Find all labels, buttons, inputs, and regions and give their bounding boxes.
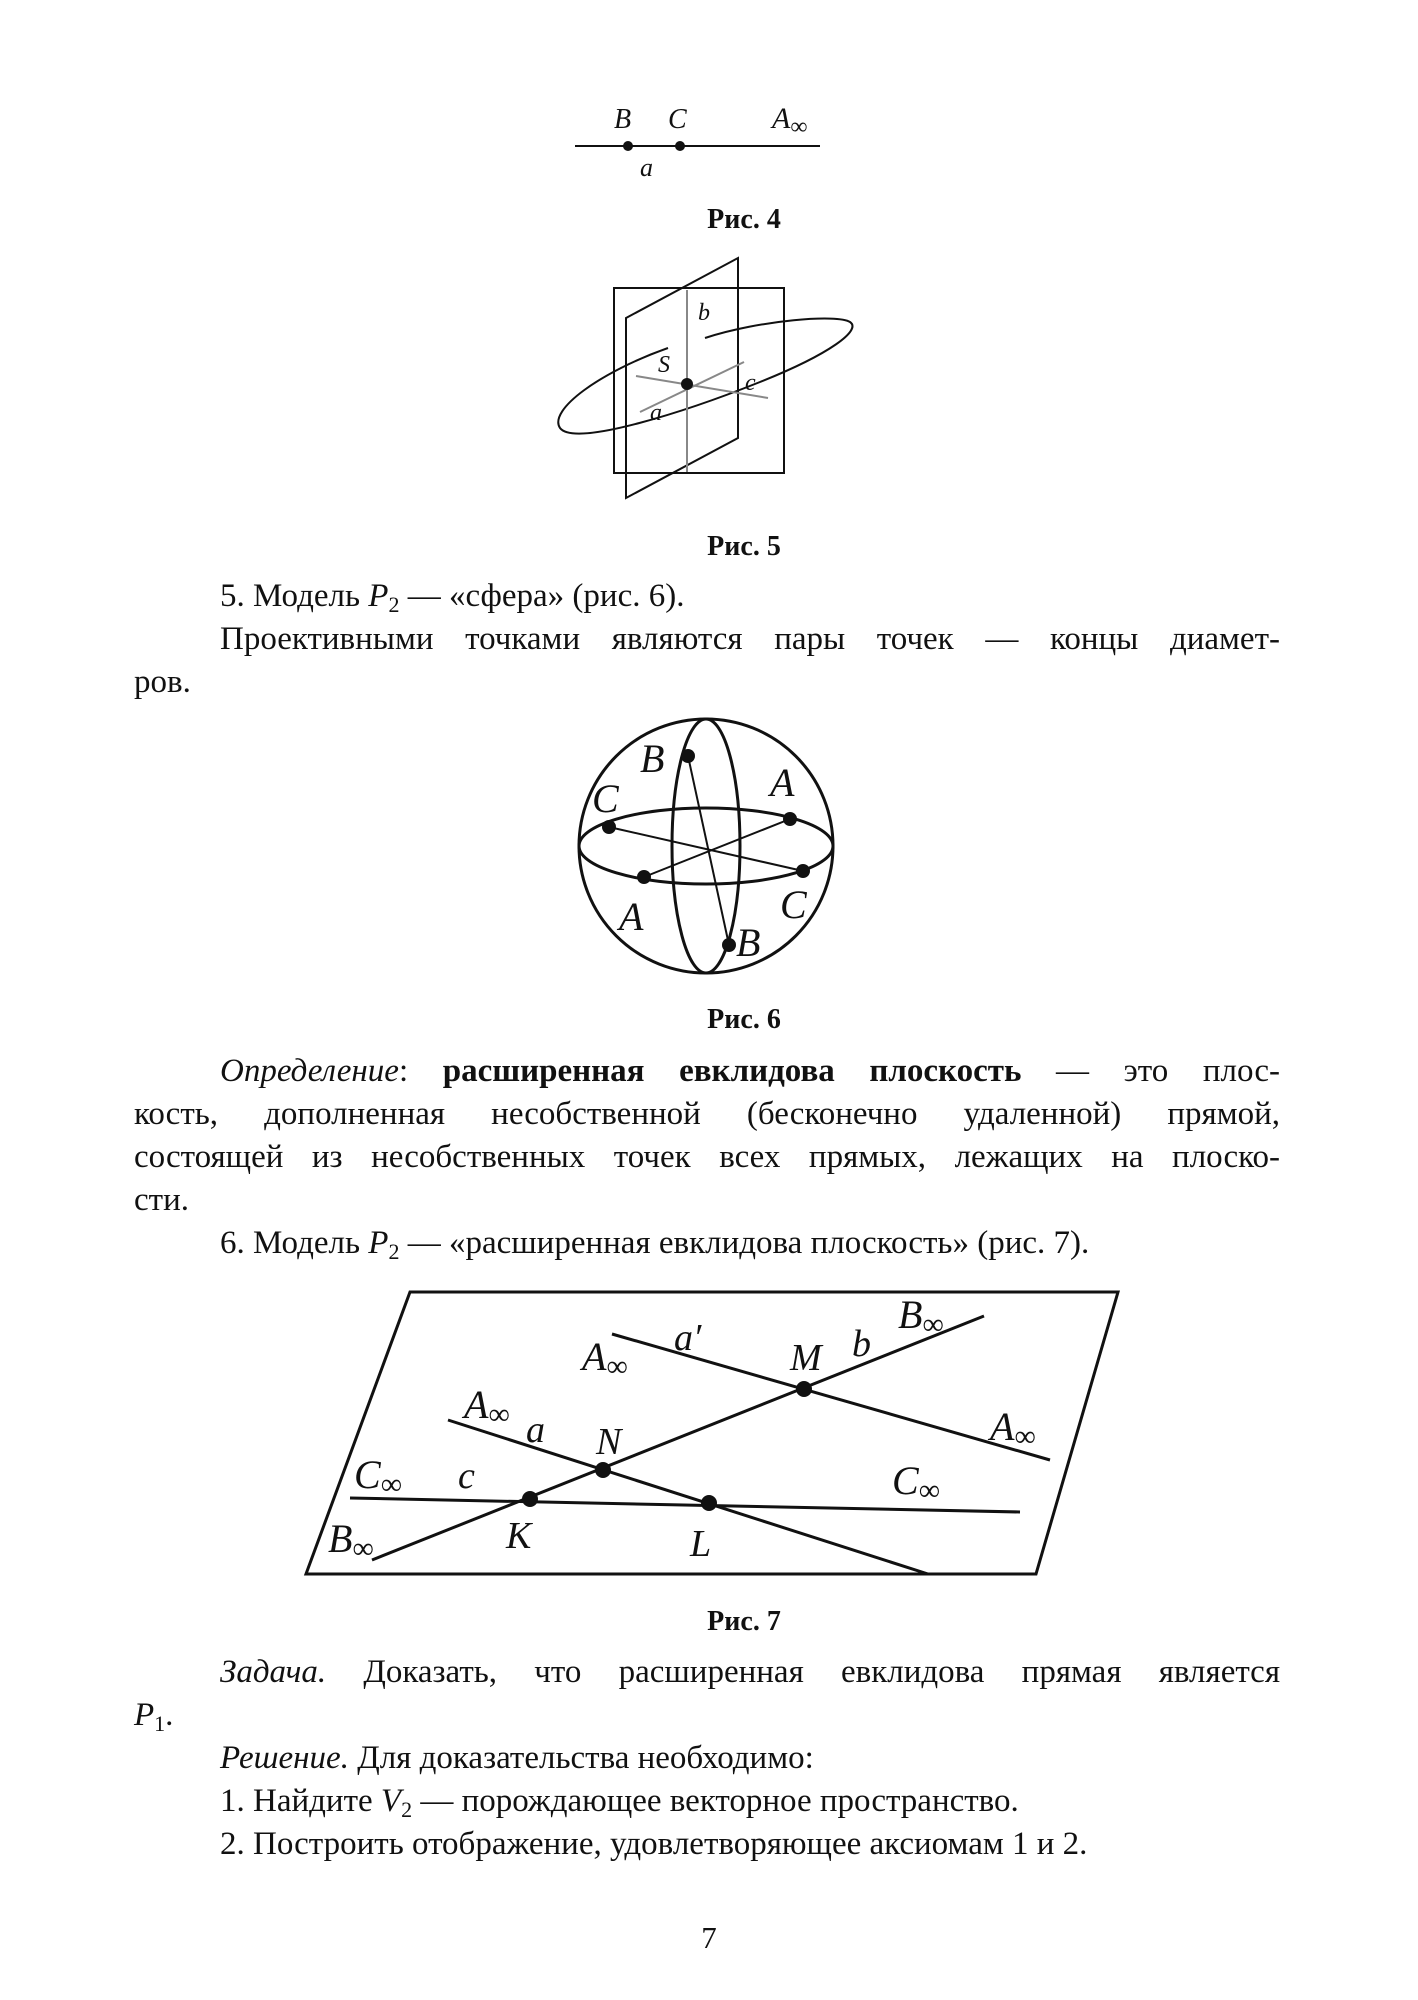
label-C-right: C	[780, 882, 807, 927]
label-a-fig5: a	[650, 400, 662, 426]
task-line1: Задача. Доказать, что расширенная евклидова прямая является	[220, 1654, 1280, 1690]
page-number: 7	[701, 1920, 717, 1955]
label-M: M	[790, 1337, 822, 1379]
figure-4-caption: Рис. 4	[707, 204, 781, 235]
label-A-inf-left: A∞	[464, 1382, 510, 1431]
label-L: L	[690, 1523, 712, 1565]
definition-line2: кость, дополненная несобственной (бесконечно удаленной) прямой,	[134, 1096, 1280, 1132]
label-N: N	[596, 1421, 622, 1463]
label-B-inf-top: B∞	[898, 1292, 944, 1341]
label-c-fig5: c	[745, 370, 756, 396]
definition-line4: сти.	[134, 1182, 189, 1218]
label-c-fig7: c	[458, 1455, 475, 1497]
label-K: K	[506, 1515, 532, 1557]
label-B: B	[614, 104, 632, 135]
label-C-inf-left: C∞	[354, 1452, 403, 1501]
label-C-inf-right: C∞	[892, 1458, 941, 1507]
figure-6-caption: Рис. 6	[707, 1004, 781, 1035]
figure-5-caption: Рис. 5	[707, 531, 781, 562]
label-A-inf-right: A∞	[990, 1404, 1036, 1453]
point-M	[796, 1381, 812, 1397]
label-a-prime: a′	[674, 1317, 702, 1359]
label-A-inf: $A_\infty$	[772, 102, 808, 140]
label-b-fig7: b	[852, 1323, 871, 1365]
point-K	[522, 1491, 538, 1507]
solution-item2: 2. Построить отображение, удовлетворяющее аксиомам 1 и 2.	[220, 1826, 1088, 1862]
model6-line: 6. Модель $P_2$ — «расширенная евклидова плоскость» (рис. 7).	[220, 1225, 1090, 1264]
label-A-right: A	[770, 760, 795, 805]
label-C-left: C	[592, 776, 619, 821]
label-S: S	[658, 352, 670, 378]
projective-points-line2: ров.	[134, 664, 191, 700]
label-B-top: B	[640, 736, 665, 781]
label-a: a	[640, 153, 653, 182]
definition-line1: Определение: расширенная евклидова плоскость — это плос-	[220, 1053, 1280, 1089]
point-N	[595, 1462, 611, 1478]
task-line2: $P_1$.	[134, 1697, 174, 1736]
label-B-inf-left: B∞	[328, 1516, 374, 1565]
label-A-inf-top: A∞	[582, 1334, 628, 1383]
label-B-bottom: B	[736, 920, 761, 965]
projective-points-line1: Проективными точками являются пары точек — концы диамет-	[220, 621, 1280, 657]
definition-line3: состоящей из несобственных точек всех прямых, лежащих на плоско-	[134, 1139, 1280, 1175]
label-C: C	[668, 104, 687, 135]
label-a-fig7: a	[526, 1409, 545, 1451]
point-L	[701, 1495, 717, 1511]
figure-7-caption: Рис. 7	[707, 1606, 781, 1637]
solution-item1: 1. Найдите $V_2$ — порождающее векторное пространство.	[220, 1783, 1019, 1822]
solution-line: Решение. Для доказательства необходимо:	[220, 1740, 814, 1776]
label-A-left: A	[619, 894, 644, 939]
label-b-fig5: b	[698, 300, 710, 326]
model5-line: 5. Модель $P_2$ — «сфера» (рис. 6).	[220, 578, 685, 617]
